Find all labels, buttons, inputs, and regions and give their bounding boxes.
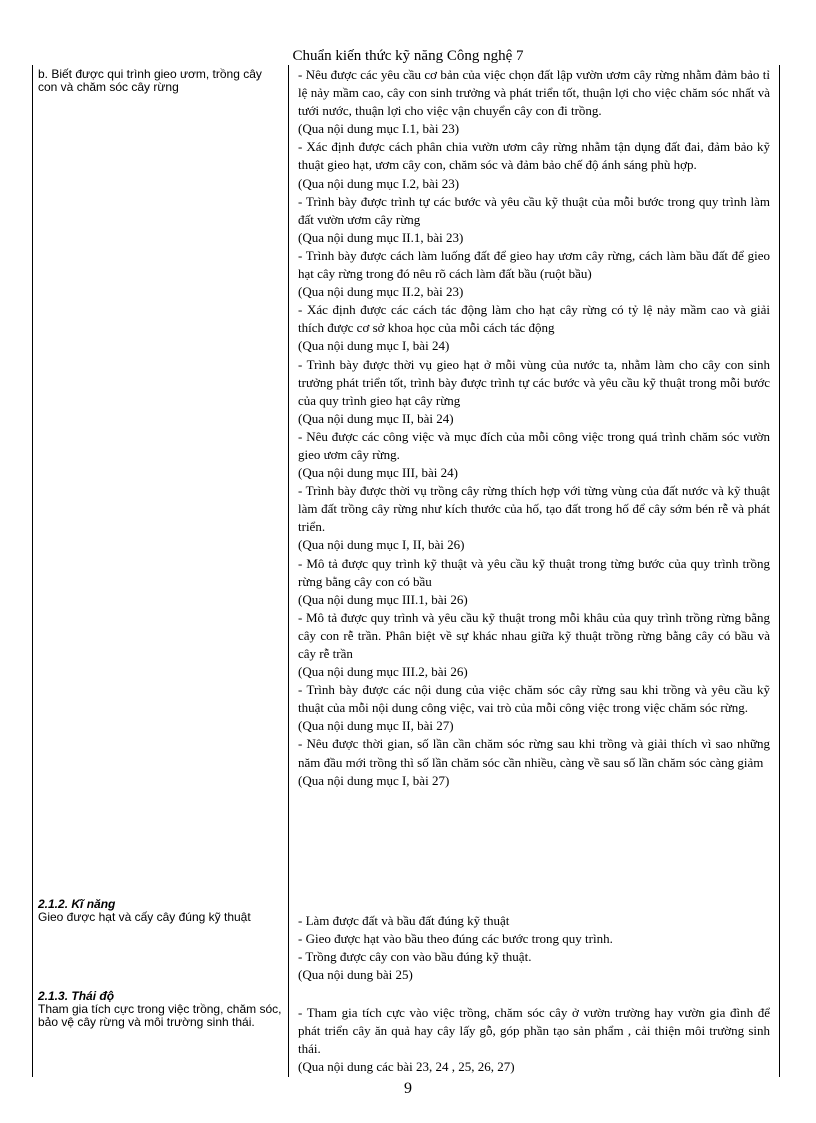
attitude-item: - Tham gia tích cực vào việc trồng, chăm sóc cây ở vườn trường hay vườn gia đình để phát triển cây ăn quả hay cây lấy gỗ, góp phần tạo sản phẩm , cải thiện môi trường sinh thái. (298, 1005, 770, 1057)
knowledge-ref: (Qua nội dung mục II.2, bài 23) (298, 284, 464, 300)
knowledge-item: - Trình bày được trình tự các bước và yêu cầu kỹ thuật của mỗi bước trong quy trình làm đất vườn ươm cây rừng (298, 193, 770, 227)
knowledge-item: - Nêu được các yêu cầu cơ bản của việc chọn đất lập vườn ươm cây rừng nhằm đảm bảo tỉ lệ nảy mầm cao, cây con sinh trưởng và phát triển tốt, thuận lợi cho việc chăm sóc nhất và tưới nước, thuận lợi cho việc vận chuyển cây con đi trồng. (298, 67, 770, 119)
knowledge-item: - Xác định được các cách tác động làm cho hạt cây rừng có tỷ lệ nảy mầm cao và giải thích được cơ sở khoa học của mỗi cách tác động (298, 302, 770, 336)
knowledge-ref: (Qua nội dung mục I.1, bài 23) (298, 121, 460, 137)
skill-ref: (Qua nội dung bài 25) (298, 967, 413, 983)
page-number: 9 (404, 1080, 412, 1097)
knowledge-item: - Trình bày được cách làm luống đất để gieo hay ươm cây rừng, cách làm bầu đất để gieo hạt cây rừng trong đó nêu rõ cách làm đất bầu (ruột bầu) (298, 247, 770, 282)
knowledge-item: - Trình bày được các nội dung của việc chăm sóc cây rừng sau khi trồng và yêu cầu kỹ thuật của mỗi nội dung công việc, vai trò của mỗi công việc trong việc chăm sóc rừng. (298, 682, 770, 716)
knowledge-item: - Xác định được cách phân chia vườn ươm cây rừng nhằm tận dụng đất đai, đảm bảo kỹ thuật gieo hạt, ươm cây con, chăm sóc và đảm bảo chế độ ánh sáng phù hợp. (298, 139, 770, 173)
knowledge-ref: (Qua nội dung mục I, bài 24) (298, 338, 450, 354)
knowledge-item: - Mô tả được quy trình kỹ thuật và yêu cầu kỹ thuật trong từng bước của quy trình trồng rừng bằng cây con có bầu (298, 555, 770, 589)
attitude-ref: (Qua nội dung các bài 23, 24 , 25, 26, 27) (298, 1059, 515, 1075)
knowledge-ref: (Qua nội dung mục III.2, bài 26) (298, 664, 468, 680)
knowledge-ref: (Qua nội dung mục III.1, bài 26) (298, 591, 468, 607)
knowledge-item: - Trình bày được thời vụ gieo hạt ở mỗi vùng của nước ta, nhằm làm cho cây con sinh trưởng phát triển tốt, trình bày được trình tự các bước và yêu cầu kỹ thuật trong mỗi bước của quy trình gieo hạt cây rừng (298, 356, 770, 408)
knowledge-item: - Nêu được thời gian, số lần cần chăm sóc rừng sau khi trồng và giải thích vì sao những năm đầu mới trồng thì số lần chăm sóc cần nhiều, càng về sau số lần chăm sóc càng giảm (298, 736, 770, 770)
attitude-heading: 2.1.3. Thái độ (38, 989, 115, 1003)
objective-b: b. Biết được qui trình gieo ươm, trồng cây con và chăm sóc cây rừng (38, 67, 262, 94)
knowledge-ref: (Qua nội dung mục I.2, bài 23) (298, 175, 460, 191)
skills-heading: 2.1.2. Kĩ năng (38, 897, 116, 911)
skills-summary: Gieo được hạt và cấy cây đúng kỹ thuật (38, 910, 251, 924)
knowledge-ref: (Qua nội dung mục I, bài 27) (298, 772, 450, 788)
skills-list (298, 912, 770, 984)
attitude-list (298, 1004, 770, 1076)
column-divider (288, 65, 289, 1077)
skill-item: - Làm được đất và bầu đất đúng kỹ thuật (298, 913, 510, 928)
page-header: Chuẩn kiến thức kỹ năng Công nghệ 7 (292, 48, 524, 64)
knowledge-ref: (Qua nội dung mục II, bài 24) (298, 410, 454, 426)
attitude-summary: Tham gia tích cực trong việc trồng, chăm sóc, bảo vệ cây rừng và môi trường sinh thái. (38, 1002, 282, 1029)
knowledge-ref: (Qua nội dung mục II.1, bài 23) (298, 229, 464, 245)
knowledge-item: - Trình bày được thời vụ trồng cây rừng thích hợp với từng vùng của đất nước và kỹ thuật làm đất trồng cây rừng như kích thước của hố, tạo đất trong hố để cây sớm bén rễ và phát triển. (298, 483, 770, 535)
skills-section-left (38, 898, 284, 924)
knowledge-list (298, 66, 770, 790)
attitude-section-left (38, 990, 284, 1029)
skill-item: - Trồng được cây con vào bầu đúng kỹ thuật. (298, 949, 532, 965)
knowledge-ref: (Qua nội dung mục I, II, bài 26) (298, 537, 465, 553)
knowledge-item: - Mô tả được quy trình và yêu cầu kỹ thuật trong mỗi khâu của quy trình trồng rừng bằng cây con rễ trần. Phân biệt về sự khác nhau giữa kỹ thuật trồng rừng bằng cây có bầu và cây rễ trần (298, 609, 770, 661)
knowledge-item: - Nêu được các công việc và mục đích của mỗi công việc trong quá trình chăm sóc vườn gieo ươm cây rừng. (298, 428, 770, 462)
skill-item: - Gieo được hạt vào bầu theo đúng các bước trong quy trình. (298, 931, 613, 947)
knowledge-ref: (Qua nội dung mục III, bài 24) (298, 465, 458, 481)
knowledge-ref: (Qua nội dung mục II, bài 27) (298, 718, 454, 734)
